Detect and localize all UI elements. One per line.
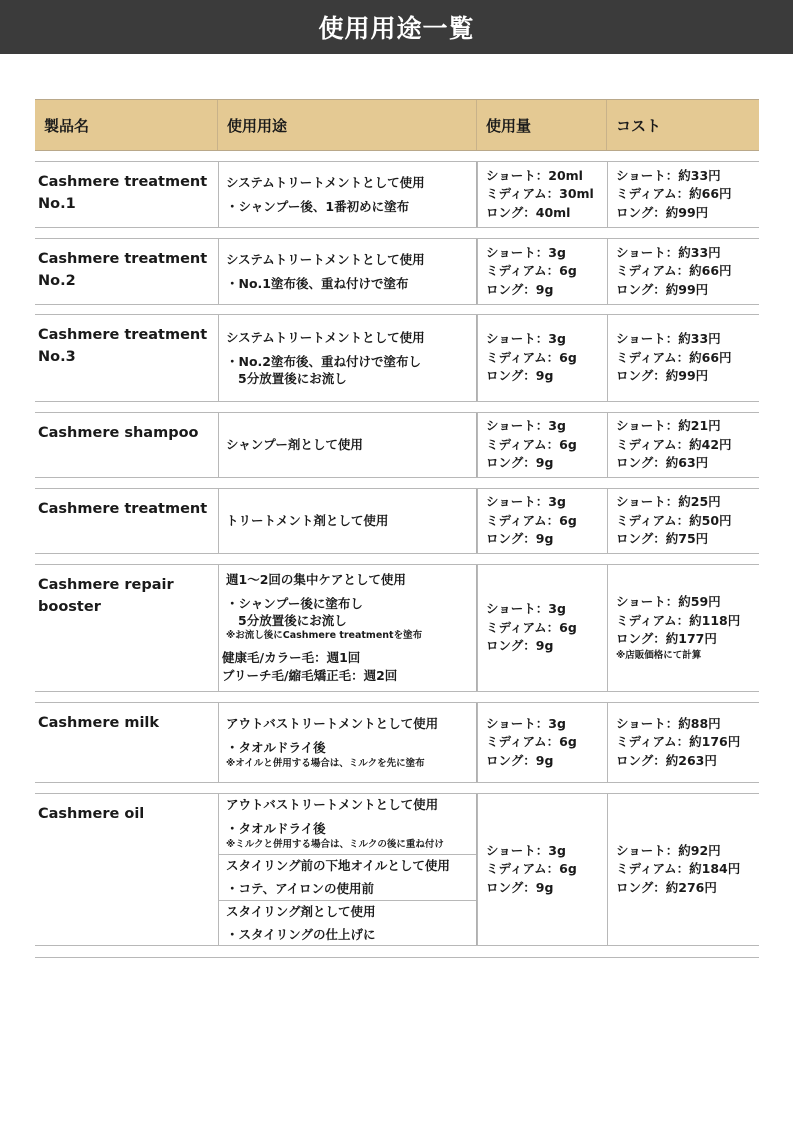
cost-cell bbox=[607, 413, 759, 477]
table-row bbox=[35, 238, 759, 305]
amount-long: ロング：40ml bbox=[486, 204, 571, 220]
usage-bullet: ・タオルドライ後 bbox=[226, 739, 326, 755]
cost-cell bbox=[607, 794, 759, 945]
usage-main: スタイリング剤として使用 bbox=[226, 903, 376, 919]
cost-cell bbox=[607, 565, 759, 691]
table-header bbox=[35, 99, 759, 151]
amount-short: ショート：3g bbox=[486, 842, 566, 858]
product-name bbox=[35, 703, 218, 782]
usage-sub: 5分放置後にお流し bbox=[238, 371, 347, 386]
product-name bbox=[35, 315, 218, 401]
amount-medium: ミディアム：6g bbox=[486, 619, 577, 635]
usage-note: ※ミルクと併用する場合は、ミルクの後に重ね付け bbox=[226, 839, 444, 850]
amount-medium: ミディアム：6g bbox=[486, 512, 577, 528]
cost-long: ロング：約177円 bbox=[616, 631, 717, 647]
usage-bullet: ・タオルドライ後 bbox=[226, 821, 326, 836]
usage-bullet: ・No.2塗布後、重ね付けで塗布し bbox=[226, 354, 421, 369]
cost-cell bbox=[607, 162, 759, 227]
cost-medium: ミディアム：約176円 bbox=[616, 734, 741, 750]
product-name bbox=[35, 565, 218, 691]
usage-frequency: ブリーチ毛/縮毛矯正毛：週2回 bbox=[222, 668, 398, 683]
header-usage: 使用用途 bbox=[218, 100, 477, 150]
usage-note: ※オイルと併用する場合は、ミルクを先に塗布 bbox=[226, 757, 425, 769]
product-name-line: Cashmere milk bbox=[38, 715, 160, 731]
amount-short: ショート：3g bbox=[486, 418, 566, 434]
cost-long: ロング：約99円 bbox=[616, 281, 709, 297]
cost-cell bbox=[607, 489, 759, 553]
cost-medium: ミディアム：約118円 bbox=[616, 612, 741, 628]
usage-cell bbox=[218, 239, 477, 304]
usage-note: ※お流し後にCashmere treatmentを塗布 bbox=[226, 630, 423, 641]
cost-short: ショート：約25円 bbox=[616, 494, 721, 510]
amount-long: ロング：9g bbox=[486, 531, 554, 547]
table-row bbox=[35, 314, 759, 402]
product-name-line: No.2 bbox=[38, 273, 76, 289]
amount-cell bbox=[477, 794, 607, 945]
page-title: 使用用途一覧 bbox=[318, 14, 475, 43]
cost-short: ショート：約33円 bbox=[616, 167, 721, 183]
product-name-line: Cashmere treatment bbox=[38, 251, 208, 267]
product-name-line: Cashmere shampoo bbox=[38, 425, 199, 441]
header-product-name: 製品名 bbox=[35, 100, 218, 150]
cost-short: ショート：約21円 bbox=[616, 418, 721, 434]
product-name-line: No.3 bbox=[38, 349, 76, 365]
usage-main: アウトバストリートメントとして使用 bbox=[226, 715, 439, 731]
usage-main: トリートメント剤として使用 bbox=[226, 513, 389, 528]
product-name-line: Cashmere oil bbox=[38, 806, 145, 822]
amount-short: ショート：3g bbox=[486, 494, 566, 510]
product-name bbox=[35, 162, 218, 227]
amount-cell bbox=[477, 565, 607, 691]
usage-cell bbox=[218, 162, 477, 227]
usage-cell bbox=[218, 565, 477, 691]
product-name bbox=[35, 794, 218, 945]
amount-long: ロング：9g bbox=[486, 879, 554, 895]
amount-medium: ミディアム：30ml bbox=[486, 186, 594, 202]
usage-main: アウトバストリートメントとして使用 bbox=[226, 797, 439, 812]
cost-long: ロング：約99円 bbox=[616, 204, 709, 220]
product-name-line: Cashmere treatment bbox=[38, 327, 208, 343]
usage-main: システムトリートメントとして使用 bbox=[226, 251, 425, 267]
amount-medium: ミディアム：6g bbox=[486, 734, 577, 750]
cost-short: ショート：約88円 bbox=[616, 715, 721, 731]
table-row bbox=[35, 564, 759, 692]
cost-short: ショート：約92円 bbox=[616, 842, 721, 858]
cost-long: ロング：約276円 bbox=[616, 879, 717, 895]
cost-medium: ミディアム：約42円 bbox=[616, 436, 732, 452]
table-row bbox=[35, 793, 759, 946]
cost-short: ショート：約33円 bbox=[616, 331, 721, 347]
amount-short: ショート：3g bbox=[486, 331, 566, 347]
product-name-line: Cashmere treatment bbox=[38, 174, 208, 190]
amount-medium: ミディアム：6g bbox=[486, 349, 577, 365]
usage-bullet: ・スタイリングの仕上げに bbox=[226, 926, 376, 942]
amount-short: ショート：20ml bbox=[486, 167, 583, 183]
cost-long: ロング：約263円 bbox=[616, 752, 717, 768]
cost-medium: ミディアム：約66円 bbox=[616, 263, 732, 279]
cost-note: ※店販価格にて計算 bbox=[616, 649, 702, 661]
usage-segment bbox=[219, 900, 476, 945]
amount-medium: ミディアム：6g bbox=[486, 436, 577, 452]
cost-short: ショート：約59円 bbox=[616, 594, 721, 610]
usage-main: システムトリートメントとして使用 bbox=[226, 330, 425, 345]
table-row bbox=[35, 161, 759, 228]
cost-long: ロング：約75円 bbox=[616, 531, 709, 547]
amount-long: ロング：9g bbox=[486, 368, 554, 384]
product-name-line: Cashmere repair bbox=[38, 577, 174, 593]
usage-sub: 5分放置後にお流し bbox=[238, 613, 347, 628]
usage-segment bbox=[219, 854, 476, 900]
usage-cell bbox=[218, 315, 477, 401]
usage-main: シャンプー剤として使用 bbox=[226, 437, 363, 452]
table-row bbox=[35, 702, 759, 783]
table-bottom-rule bbox=[35, 957, 759, 958]
cost-short: ショート：約33円 bbox=[616, 244, 721, 260]
amount-cell bbox=[477, 162, 607, 227]
cost-long: ロング：約63円 bbox=[616, 455, 709, 471]
amount-long: ロング：9g bbox=[486, 638, 554, 654]
amount-medium: ミディアム：6g bbox=[486, 861, 577, 877]
amount-short: ショート：3g bbox=[486, 601, 566, 617]
amount-short: ショート：3g bbox=[486, 244, 566, 260]
usage-main: システムトリートメントとして使用 bbox=[226, 174, 425, 190]
usage-frequency: 健康毛/カラー毛：週1回 bbox=[222, 650, 361, 665]
amount-medium: ミディアム：6g bbox=[486, 263, 577, 279]
header-cost: コスト bbox=[616, 116, 662, 135]
usage-bullet: ・コテ、アイロンの使用前 bbox=[226, 881, 375, 896]
amount-long: ロング：9g bbox=[486, 455, 554, 471]
product-name-line: Cashmere treatment bbox=[38, 501, 208, 517]
usage-cell bbox=[218, 794, 477, 945]
amount-cell bbox=[477, 239, 607, 304]
usage-bullet: ・シャンプー後、1番初めに塗布 bbox=[226, 198, 410, 214]
cost-medium: ミディアム：約66円 bbox=[616, 349, 732, 365]
amount-long: ロング：9g bbox=[486, 281, 554, 297]
cost-medium: ミディアム：約50円 bbox=[616, 512, 732, 528]
usage-cell bbox=[218, 413, 477, 477]
product-name-line: booster bbox=[38, 599, 101, 615]
title-bar bbox=[0, 0, 793, 54]
usage-cell bbox=[218, 489, 477, 553]
usage-cell bbox=[218, 703, 477, 782]
amount-cell bbox=[477, 489, 607, 553]
cost-cell bbox=[607, 239, 759, 304]
usage-segment bbox=[219, 794, 476, 854]
product-name bbox=[35, 413, 218, 477]
amount-cell bbox=[477, 703, 607, 782]
usage-main: 週1〜2回の集中ケアとして使用 bbox=[226, 572, 406, 587]
usage-bullet: ・No.1塗布後、重ね付けで塗布 bbox=[226, 275, 409, 291]
product-name bbox=[35, 239, 218, 304]
cost-medium: ミディアム：約66円 bbox=[616, 186, 732, 202]
cost-long: ロング：約99円 bbox=[616, 368, 709, 384]
table-row bbox=[35, 412, 759, 478]
usage-table bbox=[35, 99, 759, 942]
amount-cell bbox=[477, 413, 607, 477]
table-row bbox=[35, 488, 759, 554]
amount-short: ショート：3g bbox=[486, 715, 566, 731]
usage-main: スタイリング前の下地オイルとして使用 bbox=[226, 858, 450, 873]
header-amount: 使用量 bbox=[477, 100, 607, 150]
product-name-line: No.1 bbox=[38, 196, 76, 212]
cost-cell bbox=[607, 703, 759, 782]
cost-medium: ミディアム：約184円 bbox=[616, 861, 741, 877]
usage-bullet: ・シャンプー後に塗布し bbox=[226, 596, 363, 611]
cost-cell bbox=[607, 315, 759, 401]
amount-long: ロング：9g bbox=[486, 752, 554, 768]
product-name bbox=[35, 489, 218, 553]
amount-cell bbox=[477, 315, 607, 401]
